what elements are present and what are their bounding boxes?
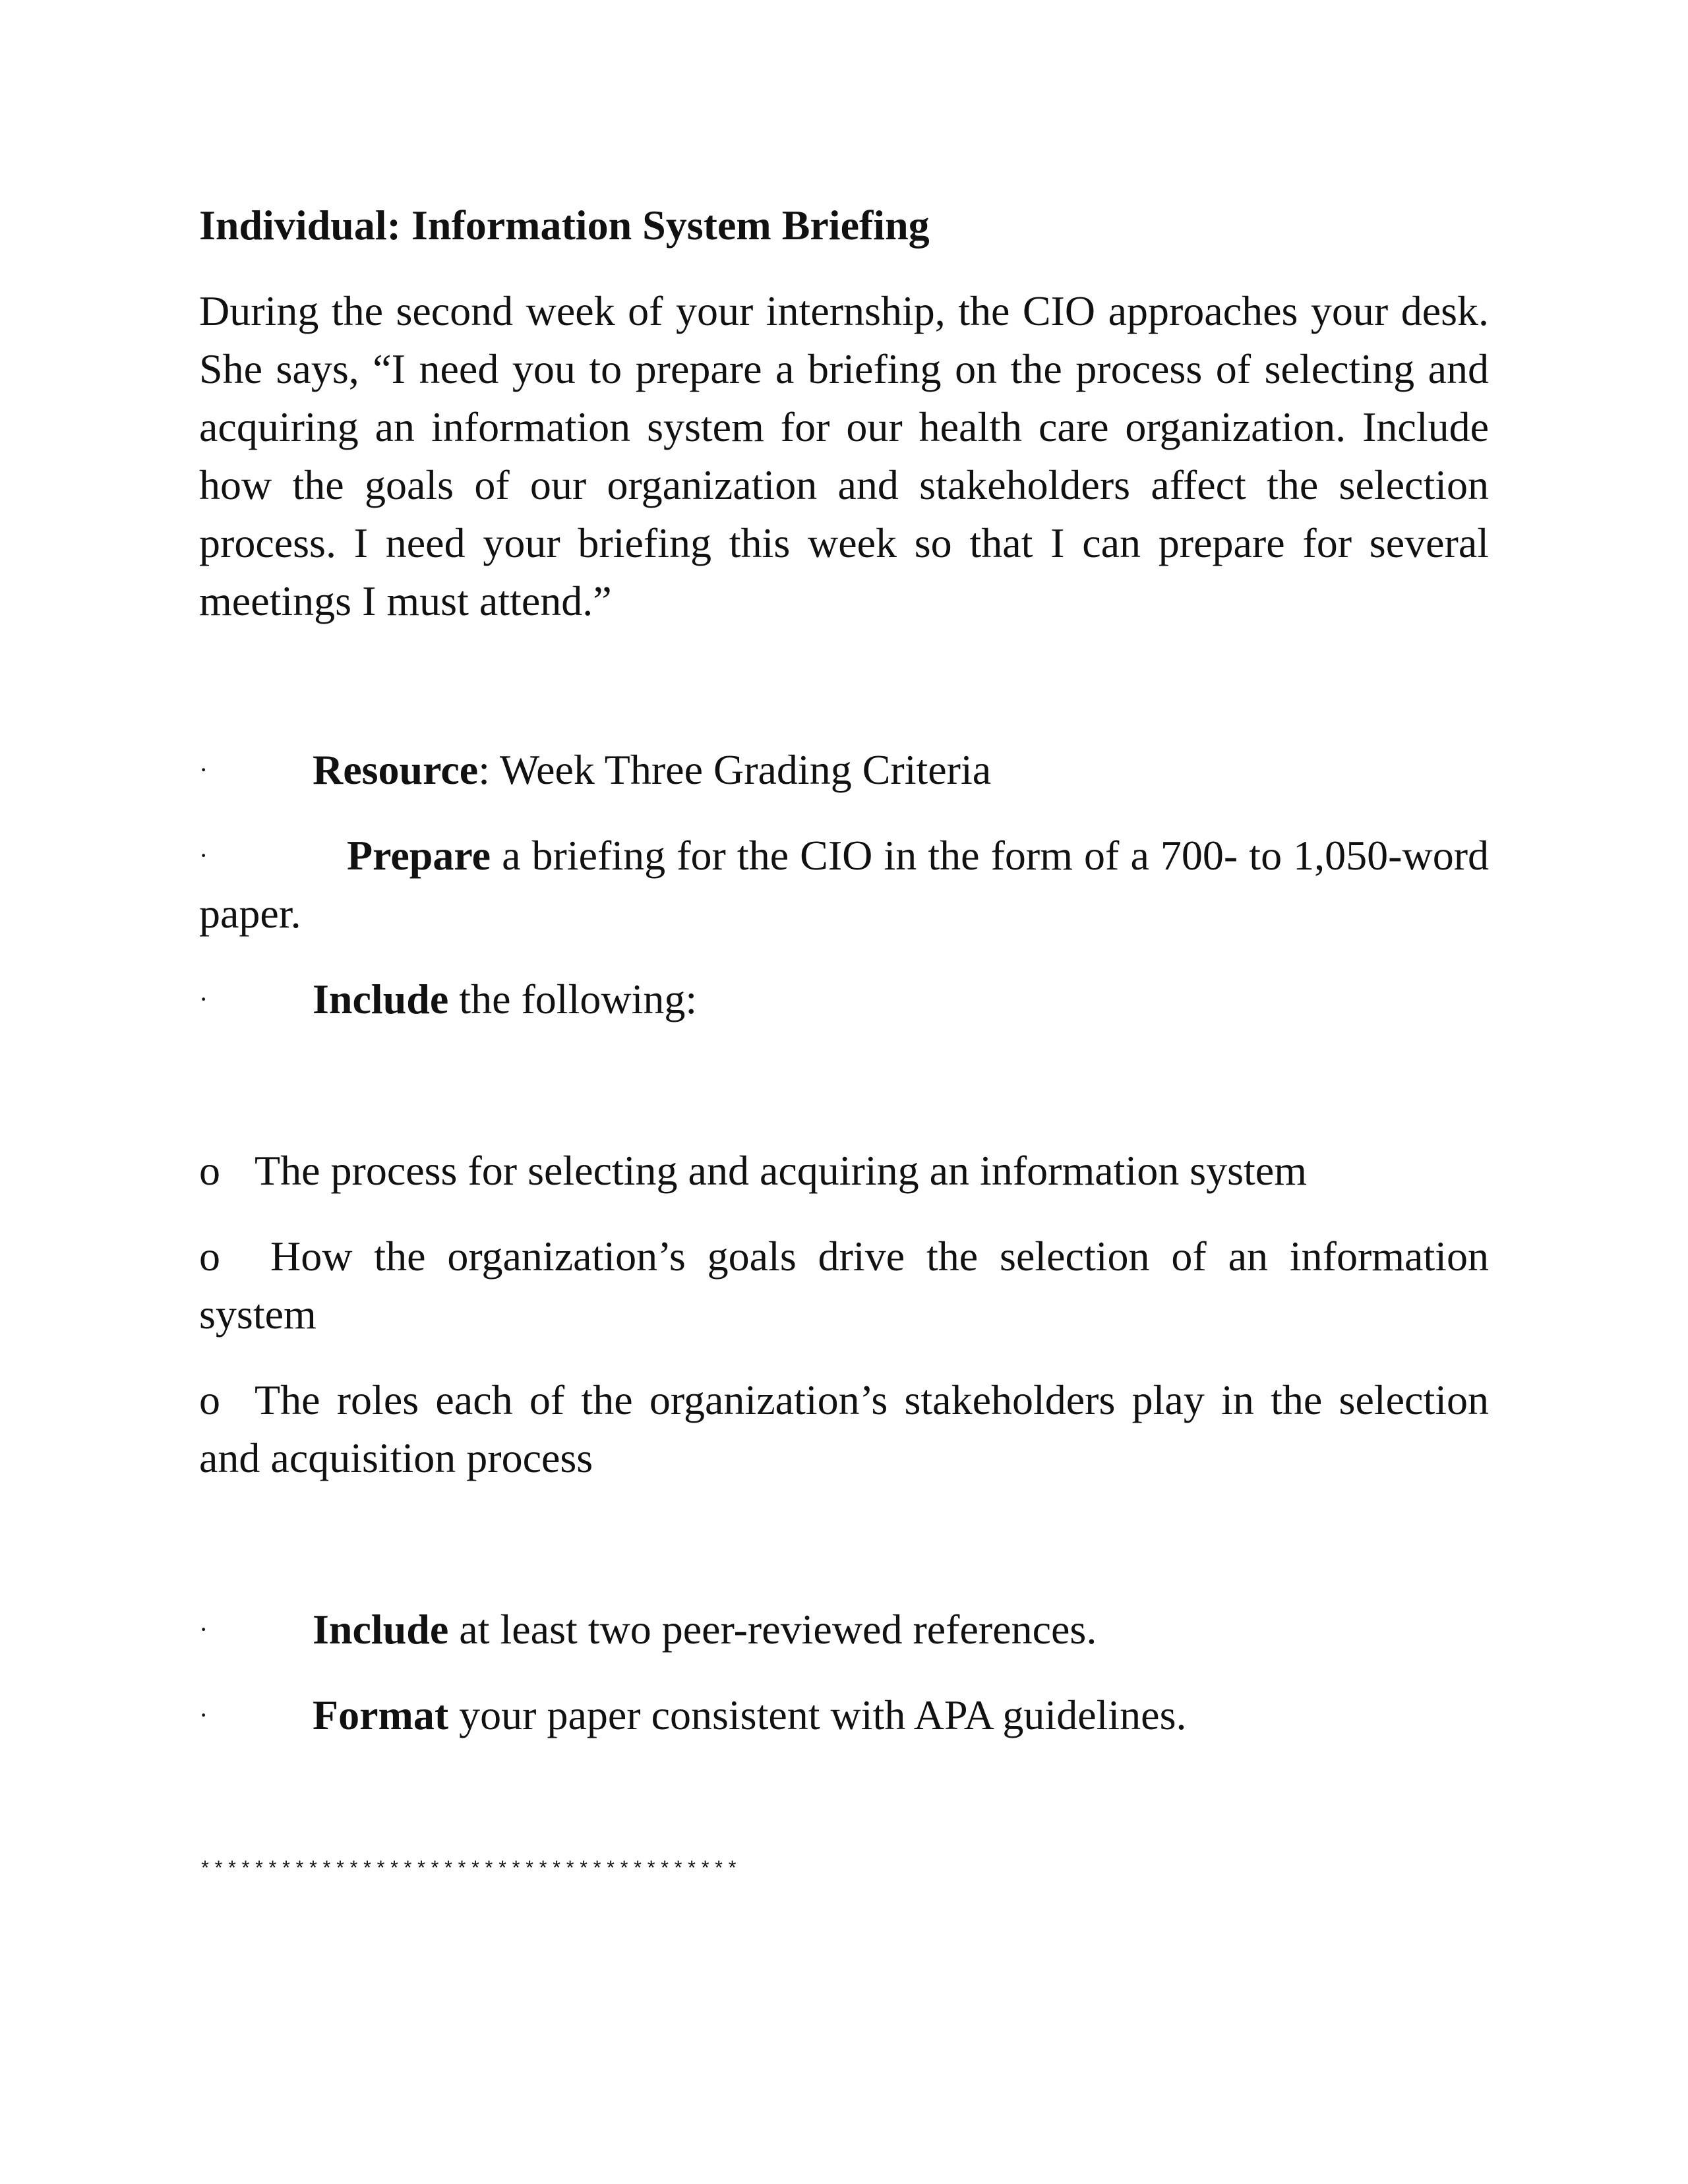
bullet-lead: Include xyxy=(313,976,449,1022)
bullet-lead: Resource xyxy=(313,746,479,793)
sub-marker: o xyxy=(199,1147,220,1194)
bullet-text: a briefing for the CIO in the form of a 700- to 1,050-word paper. xyxy=(199,832,1489,937)
bullet-lead: Format xyxy=(313,1692,449,1738)
sub-item-text: The roles each of the organization’s stakeholders play in the selection and acquisition process xyxy=(199,1376,1489,1481)
intro-paragraph: During the second week of your internship, the CIO approaches your desk. She says, “I need you to prepare a briefing on the process of selecting and acquiring an information system for our health care organization. Include how the goals of our organization and stakeholders affect the selection process. I need your briefing this week so that I can prepare for several meetings I must attend.” xyxy=(199,287,1489,624)
sub-item-process xyxy=(199,1142,1489,1200)
bullet-text: at least two peer-reviewed references. xyxy=(448,1606,1097,1653)
separator-asterisks: **************************************** xyxy=(199,1859,740,1881)
bullet-format xyxy=(199,1686,1489,1744)
sub-marker: o xyxy=(199,1233,220,1280)
sub-item-roles xyxy=(199,1371,1489,1487)
bullet-text: the following: xyxy=(448,976,698,1022)
bullet-lead: Prepare xyxy=(347,832,491,879)
document-title: Individual: Information System Briefing xyxy=(199,202,930,249)
bullet-marker: · xyxy=(199,1700,208,1730)
bullet-marker: · xyxy=(199,841,208,870)
bullet-prepare xyxy=(199,827,1489,943)
bullet-marker: · xyxy=(199,1614,208,1644)
sub-item-text: The process for selecting and acquiring an information system xyxy=(255,1147,1307,1194)
bullet-references xyxy=(199,1601,1489,1659)
bullet-text: your paper consistent with APA guidelines. xyxy=(448,1692,1187,1738)
sub-item-goals xyxy=(199,1227,1489,1343)
bullet-marker: · xyxy=(199,984,208,1014)
bullet-include-following xyxy=(199,970,1489,1028)
bullet-text: : Week Three Grading Criteria xyxy=(478,746,992,793)
bullet-lead: Include xyxy=(313,1606,449,1653)
bullet-resource xyxy=(199,741,1489,799)
sub-item-text: How the organization’s goals drive the selection of an information system xyxy=(199,1233,1489,1338)
sub-marker: o xyxy=(199,1376,220,1423)
bullet-marker: · xyxy=(199,755,208,784)
